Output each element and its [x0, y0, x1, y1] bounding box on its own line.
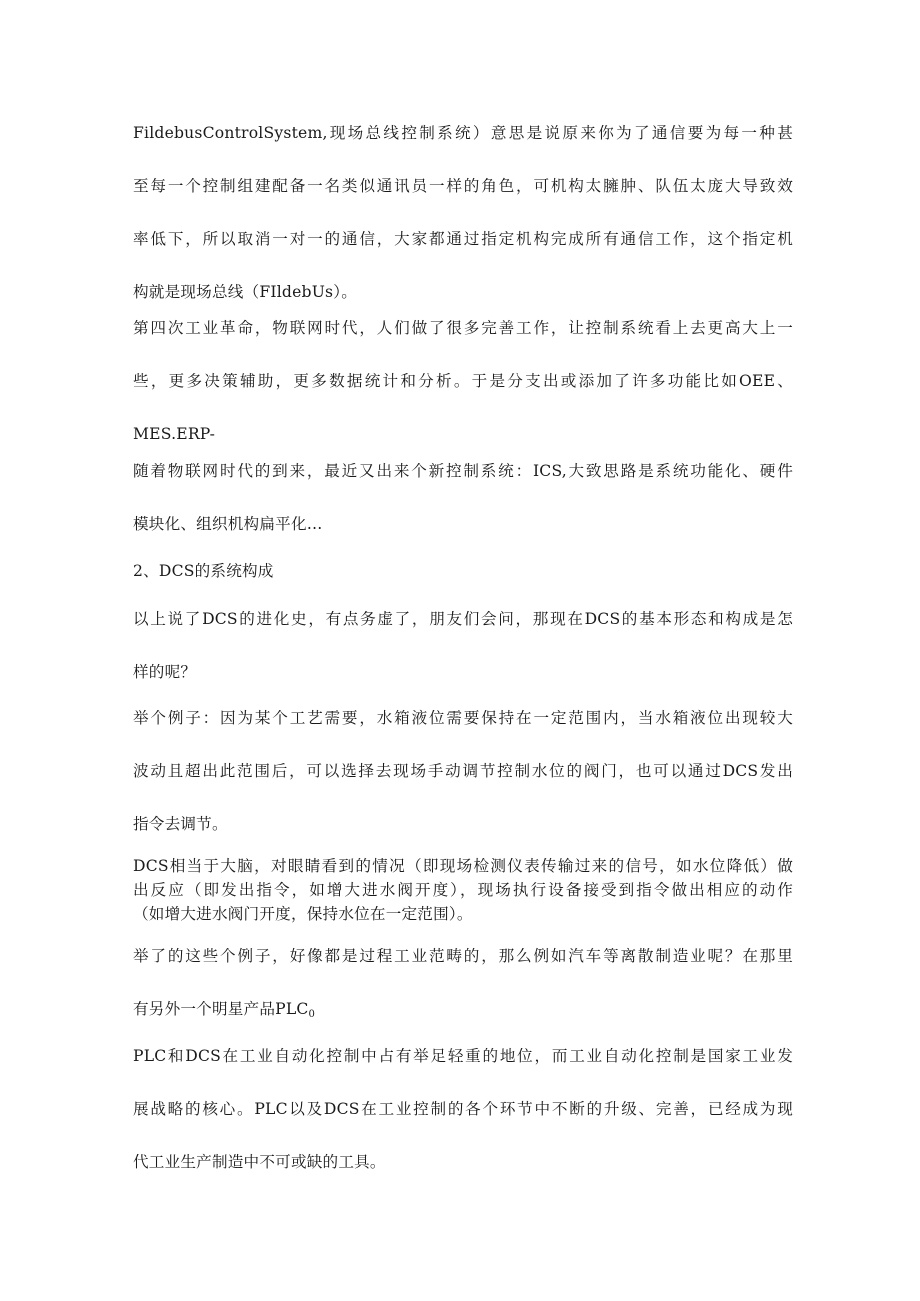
text-line: 举个例子：因为某个工艺需要，水箱液位需要保持在一定范围内，当水箱液位出现较大: [133, 709, 793, 727]
text-line: 第四次工业革命，物联网时代，人们做了很多完善工作，让控制系统看上去更高大上一: [133, 319, 793, 337]
text-line: 率低下，所以取消一对一的通信，大家都通过指定机构完成所有通信工作，这个指定机: [133, 230, 793, 248]
paragraph-ics: [133, 461, 793, 534]
section-heading-text: 2、DCS的系统构成: [133, 562, 274, 580]
text-line: 些，更多决策辅助，更多数据统计和分析。于是分支出或添加了许多功能比如OEE、: [133, 372, 793, 390]
text-line-content: 有另外一个明星产品PLC: [133, 1000, 309, 1018]
text-line: MES.ERP-: [133, 425, 216, 443]
text-line: （如增大进水阀门开度，保持水位在一定范围）。: [133, 905, 473, 923]
paragraph-example: [133, 708, 793, 834]
text-line: 随着物联网时代的到来，最近又出来个新控制系统：ICS,大致思路是系统功能化、硬件: [133, 462, 793, 480]
text-line: PLC和DCS在工业自动化控制中占有举足轻重的地位，而工业自动化控制是国家工业发: [133, 1047, 793, 1065]
text-line: DCS相当于大脑，对眼睛看到的情况（即现场检测仪表传输过来的信号，如水位降低）做: [133, 857, 793, 875]
text-line: [133, 999, 793, 1019]
text-line: 模块化、组织机构扁平化…: [133, 515, 323, 533]
paragraph-fourth-revolution: [133, 318, 793, 444]
text-line: 构就是现场总线（FIldebUs）。: [133, 283, 358, 301]
text-line: 展战略的核心。PLC以及DCS在工业控制的各个环节中不断的升级、完善，已经成为现: [133, 1100, 793, 1118]
text-line: 出反应（即发出指令，如增大进水阀开度），现场执行设备接受到指令做出相应的动作: [133, 881, 793, 899]
text-line: 至每一个控制组建配备一名类似通讯员一样的角色，可机构太臃肿、队伍太庞大导致效: [133, 177, 793, 195]
paragraph-fcs: [133, 123, 793, 302]
text-line: 指令去调节。: [133, 815, 228, 833]
text-line: 举了的这些个例子，好像都是过程工业范畴的，那么例如汽车等离散制造业呢？在那里: [133, 947, 793, 965]
text-line: 代工业生产制造中不可或缺的工具。: [133, 1153, 386, 1171]
subscript-mark: 0: [308, 1009, 316, 1020]
section-heading: [133, 561, 793, 581]
text-line: 样的呢？: [133, 663, 197, 681]
text-line: 波动且超出此范围后，可以选择去现场手动调节控制水位的阀门，也可以通过DCS发出: [133, 762, 793, 780]
text-line: FildebusControlSystem,现场总线控制系统）意思是说原来你为了通信要为每一种甚: [133, 124, 793, 142]
paragraph-dcs-intro: [133, 609, 793, 682]
paragraph-discrete: [133, 946, 793, 1019]
text-line: 以上说了DCS的进化史，有点务虚了，朋友们会问，那现在DCS的基本形态和构成是怎: [133, 610, 793, 628]
paragraph-plc-dcs: [133, 1046, 793, 1172]
paragraph-dcs-brain: [133, 856, 793, 924]
